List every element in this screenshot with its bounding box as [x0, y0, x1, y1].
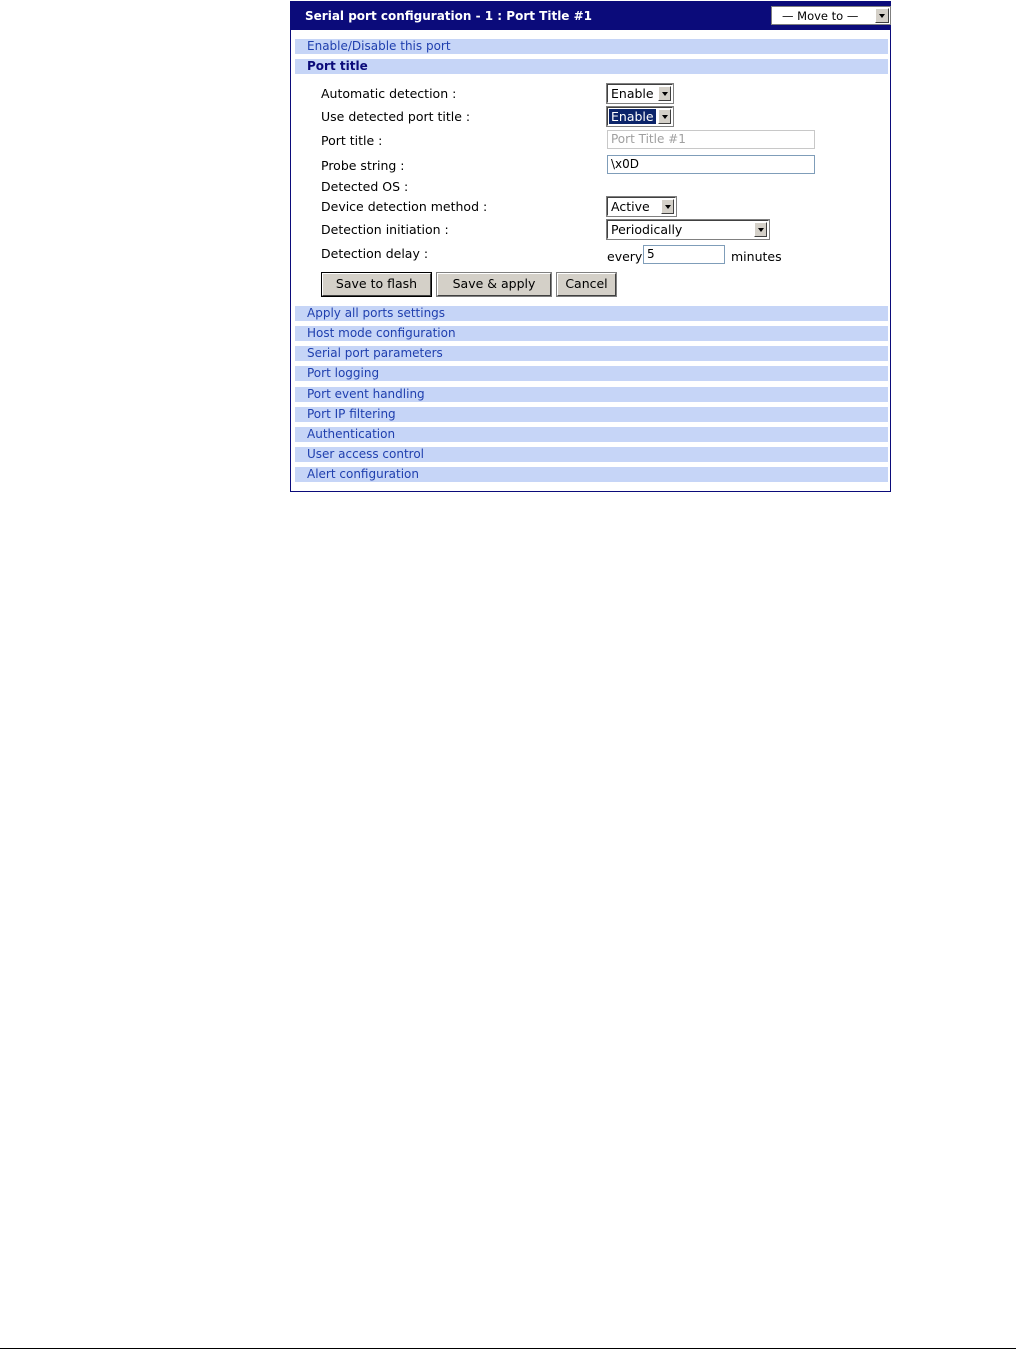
detection-delay-input[interactable]: 5: [643, 245, 725, 264]
page-divider: [0, 1348, 1016, 1349]
automatic-detection-label: Automatic detection :: [321, 86, 457, 101]
title-bar: [291, 2, 890, 30]
section-port-title[interactable]: Port title: [295, 59, 888, 74]
chevron-down-icon[interactable]: [658, 86, 671, 101]
use-detected-title-label: Use detected port title :: [321, 109, 471, 124]
detection-delay-label: Detection delay :: [321, 246, 429, 261]
detection-method-value: Active: [611, 199, 650, 214]
automatic-detection-value: Enable: [611, 86, 654, 101]
section-host-mode[interactable]: Host mode configuration: [295, 326, 888, 341]
section-port-logging[interactable]: Port logging: [295, 366, 888, 381]
chevron-down-icon[interactable]: [754, 222, 767, 237]
detection-delay-prefix: every: [607, 249, 643, 264]
detection-delay-suffix: minutes: [731, 249, 782, 264]
chevron-down-icon[interactable]: [661, 199, 674, 214]
save-and-apply-button[interactable]: Save & apply: [437, 273, 551, 296]
section-user-access-control[interactable]: User access control: [295, 447, 888, 462]
port-title-input[interactable]: Port Title #1: [607, 130, 815, 149]
detection-initiation-label: Detection initiation :: [321, 222, 449, 237]
section-alert-configuration[interactable]: Alert configuration: [295, 467, 888, 482]
section-enable-disable-port[interactable]: Enable/Disable this port: [295, 39, 888, 54]
detected-os-label: Detected OS :: [321, 179, 409, 194]
config-panel: [290, 1, 891, 492]
detection-method-select[interactable]: [607, 197, 676, 216]
detection-initiation-value: Periodically: [611, 222, 683, 237]
automatic-detection-select[interactable]: [607, 84, 673, 103]
probe-string-input[interactable]: \x0D: [607, 155, 815, 174]
detection-initiation-select[interactable]: [607, 220, 769, 239]
chevron-down-icon[interactable]: [875, 8, 889, 23]
probe-string-label: Probe string :: [321, 158, 405, 173]
use-detected-title-value: Enable: [611, 109, 654, 124]
use-detected-title-select[interactable]: [607, 107, 673, 126]
cancel-button[interactable]: Cancel: [557, 273, 616, 296]
move-to-select[interactable]: [771, 6, 891, 25]
chevron-down-icon[interactable]: [658, 109, 671, 124]
port-title-label: Port title :: [321, 133, 383, 148]
move-to-value: — Move to —: [782, 9, 859, 23]
save-to-flash-button[interactable]: Save to flash: [322, 273, 431, 296]
detection-method-label: Device detection method :: [321, 199, 488, 214]
section-authentication[interactable]: Authentication: [295, 427, 888, 442]
window-title: Serial port configuration - 1 : Port Title #1: [305, 9, 593, 23]
section-apply-all-ports[interactable]: Apply all ports settings: [295, 306, 888, 321]
section-serial-port-parameters[interactable]: Serial port parameters: [295, 346, 888, 361]
section-port-ip-filtering[interactable]: Port IP filtering: [295, 407, 888, 422]
section-port-event-handling[interactable]: Port event handling: [295, 387, 888, 402]
